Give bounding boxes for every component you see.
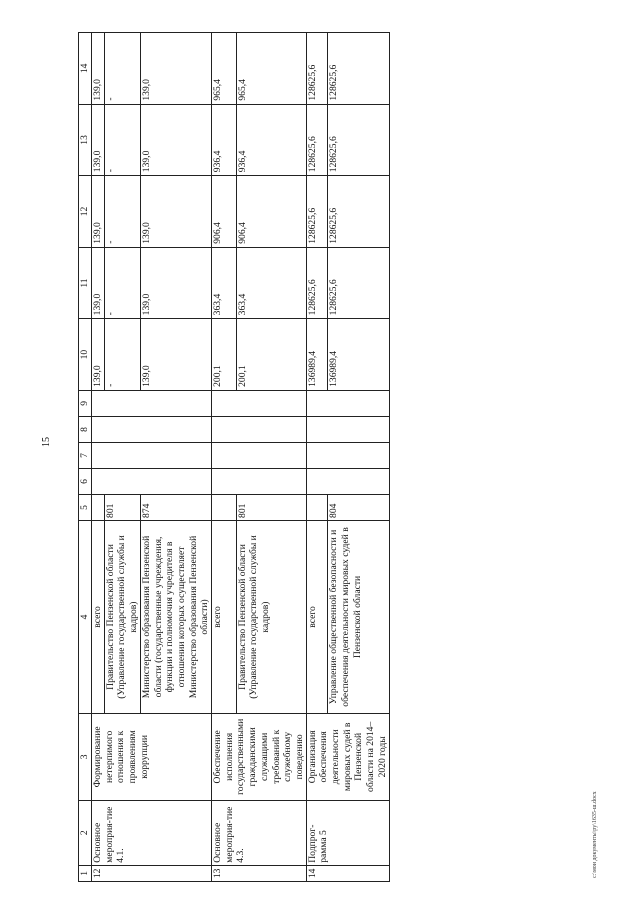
value-cell: 139,0	[92, 319, 105, 391]
value-cell: 906,4	[212, 176, 237, 248]
value-cell: -	[104, 319, 140, 391]
value-cell: 139,0	[140, 176, 211, 248]
value-cell: 936,4	[236, 104, 306, 176]
value-cell: 965,4	[236, 33, 306, 105]
value-cell: 965,4	[212, 33, 237, 105]
value-cell: 363,4	[236, 247, 306, 319]
executor-label: всего	[212, 520, 237, 713]
executor-label: всего	[92, 520, 105, 713]
executor-label: Министерство образования Пензенской области (государственные учреждения, функции и полномочия учредителя в отношении которых осуществляет Министерство образования Пензенской области)	[140, 520, 211, 713]
header-row	[79, 33, 92, 882]
col-header: 2	[79, 800, 92, 865]
file-path-footer: c:\мои документы\ру\1635-ш.docx	[592, 791, 598, 878]
empty-cell	[306, 442, 389, 468]
col-header: 12	[79, 176, 92, 248]
budget-table-page	[78, 32, 506, 882]
budget-code: 801	[104, 494, 140, 520]
value-cell: 136989,4	[306, 319, 328, 391]
value-cell: 906,4	[236, 176, 306, 248]
budget-code: 801	[236, 494, 306, 520]
col-header: 8	[79, 416, 92, 442]
empty-cell	[212, 442, 307, 468]
budget-code: 874	[140, 494, 211, 520]
value-cell: 139,0	[140, 247, 211, 319]
row-number: 13	[212, 865, 307, 881]
col-header: 14	[79, 33, 92, 105]
table-row	[212, 33, 237, 882]
empty-cell	[212, 390, 307, 416]
measure-name: Основное мероприя-тие 4.1.	[92, 800, 212, 865]
table-row	[306, 33, 328, 882]
value-cell: 200,1	[236, 319, 306, 391]
table-row	[92, 33, 105, 882]
value-cell: 139,0	[92, 247, 105, 319]
empty-cell	[92, 390, 212, 416]
empty-cell	[306, 416, 389, 442]
executor-label: всего	[306, 520, 328, 713]
executor-label: Правительство Пензенской области (Управление государственной службы и кадров)	[104, 520, 140, 713]
page-number: 15	[41, 437, 52, 447]
measure-description: Формирование нетерпимого отношения к проявлениям коррупции	[92, 713, 212, 800]
value-cell: 128625,6	[306, 176, 328, 248]
empty-cell	[306, 468, 389, 494]
col-header: 13	[79, 104, 92, 176]
col-header: 3	[79, 713, 92, 800]
row-number: 12	[92, 865, 212, 881]
value-cell: 139,0	[92, 104, 105, 176]
value-cell: 139,0	[140, 33, 211, 105]
measure-name: Подпрог-рамма 5	[306, 800, 389, 865]
empty-cell	[212, 468, 307, 494]
value-cell: 128625,6	[328, 33, 389, 105]
col-header: 1	[79, 865, 92, 881]
col-header: 7	[79, 442, 92, 468]
executor-label: Управление общественной безопасности и обеспечения деятельности мировых судей в Пензенской области	[328, 520, 389, 713]
value-cell: -	[104, 176, 140, 248]
empty-cell	[92, 416, 212, 442]
col-header: 4	[79, 520, 92, 713]
value-cell: 139,0	[92, 33, 105, 105]
empty-cell	[306, 390, 389, 416]
value-cell: 128625,6	[328, 104, 389, 176]
col-header: 10	[79, 319, 92, 391]
budget-table	[78, 32, 390, 882]
budget-code	[92, 494, 105, 520]
value-cell: 936,4	[212, 104, 237, 176]
col-header: 9	[79, 390, 92, 416]
executor-label: Правительство Пензенской области (Управление государственной службы и кадров)	[236, 520, 306, 713]
col-header: 5	[79, 494, 92, 520]
value-cell: 363,4	[212, 247, 237, 319]
empty-cell	[212, 416, 307, 442]
value-cell: -	[104, 247, 140, 319]
measure-name: Основное мероприя-тие 4.3.	[212, 800, 307, 865]
value-cell: 139,0	[140, 319, 211, 391]
value-cell: 139,0	[140, 104, 211, 176]
budget-code	[212, 494, 237, 520]
col-header: 11	[79, 247, 92, 319]
empty-cell	[92, 442, 212, 468]
value-cell: 128625,6	[306, 104, 328, 176]
budget-code: 804	[328, 494, 389, 520]
budget-code	[306, 494, 328, 520]
value-cell: 136989,4	[328, 319, 389, 391]
value-cell: -	[104, 104, 140, 176]
col-header: 6	[79, 468, 92, 494]
value-cell: 200,1	[212, 319, 237, 391]
measure-description: Обеспечение исполнения государственными гражданскими служащими требований к служебному поведению	[212, 713, 307, 800]
value-cell: 128625,6	[328, 176, 389, 248]
value-cell: 128625,6	[306, 247, 328, 319]
value-cell: -	[104, 33, 140, 105]
measure-description: Организация обеспечения деятельности мировых судей в Пензенской области на 2014–2020 годы	[306, 713, 389, 800]
empty-cell	[92, 468, 212, 494]
value-cell: 128625,6	[306, 33, 328, 105]
value-cell: 128625,6	[328, 247, 389, 319]
value-cell: 139,0	[92, 176, 105, 248]
row-number: 14	[306, 865, 389, 881]
